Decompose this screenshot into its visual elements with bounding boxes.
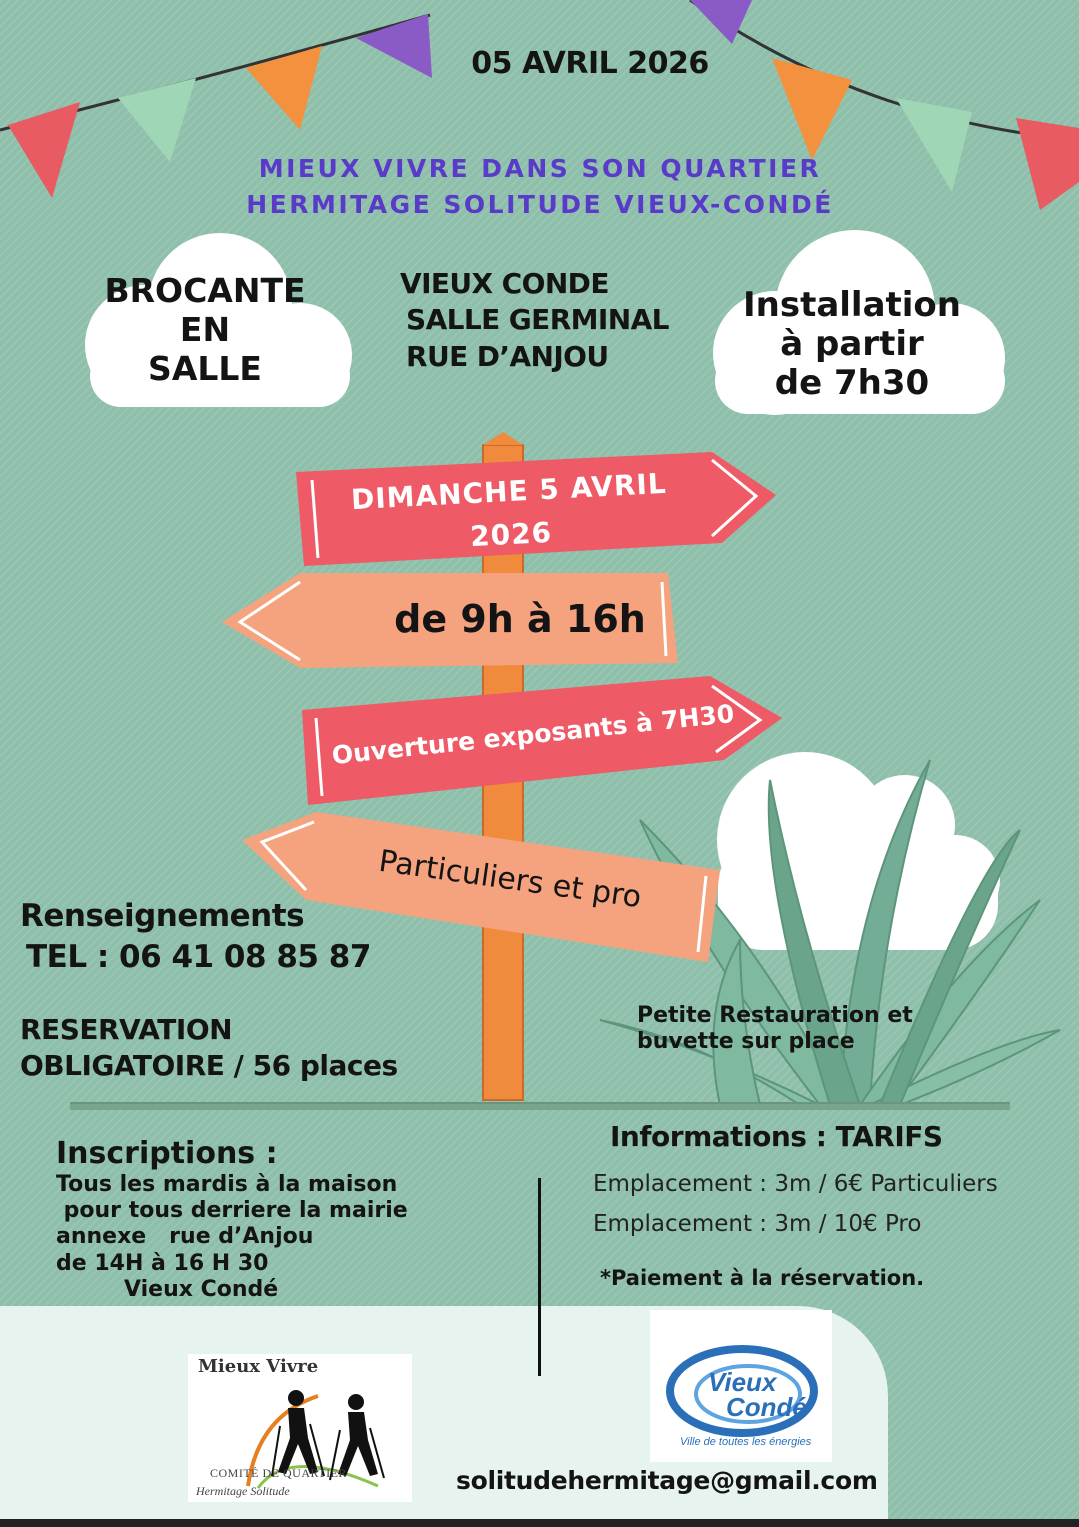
inscriptions-title: Inscriptions : bbox=[56, 1136, 278, 1171]
reservation-info: RESERVATION OBLIGATOIRE / 56 places bbox=[20, 1013, 398, 1083]
tarif-particuliers: Emplacement : 3m / 6€ Particuliers bbox=[593, 1171, 998, 1197]
bottom-bar bbox=[0, 1519, 1079, 1527]
divider-line bbox=[538, 1178, 541, 1376]
venue-address: VIEUX CONDE SALLE GERMINAL RUE D’ANJOU bbox=[400, 267, 669, 373]
contact-email[interactable]: solitudehermitage@gmail.com bbox=[456, 1466, 878, 1495]
brocante-label: BROCANTE EN SALLE bbox=[104, 271, 306, 388]
subtitle-line1: MIEUX VIVRE DANS SON QUARTIER bbox=[258, 154, 822, 183]
ground-line bbox=[70, 1102, 1010, 1110]
sign-audience-text: Particuliers et pro bbox=[376, 843, 644, 916]
installation-label: Installation à partir de 7h30 bbox=[742, 285, 961, 403]
sign-day-text: DIMANCHE 5 AVRIL 2026 bbox=[350, 466, 668, 554]
tarifs-title: Informations : TARIFS bbox=[610, 1120, 943, 1153]
cloud-bottom bbox=[717, 752, 1000, 950]
sign-hours-text: de 9h à 16h bbox=[394, 597, 646, 641]
restauration-info: Petite Restauration et buvette sur place bbox=[637, 1003, 913, 1055]
inscriptions-details: Tous les mardis à la maison pour tous derriere la mairie annexe rue d’Anjou de 14H à 16 H 30 Vieux Condé bbox=[56, 1172, 408, 1302]
contact-title: Renseignements bbox=[20, 898, 305, 934]
vieux-conde-logo: Vieux Condé Ville de toutes les énergies bbox=[650, 1310, 832, 1462]
contact-info bbox=[20, 896, 371, 978]
sign-opening-text: Ouverture exposants à 7H30 bbox=[330, 698, 736, 771]
contact-phone: TEL : 06 41 08 85 87 bbox=[26, 938, 371, 975]
payment-note: *Paiement à la réservation. bbox=[600, 1266, 925, 1290]
event-date-top: 05 AVRIL 2026 bbox=[471, 46, 709, 81]
tarif-pro: Emplacement : 3m / 10€ Pro bbox=[593, 1211, 922, 1237]
subtitle-line2: HERMITAGE SOLITUDE VIEUX-CONDÉ bbox=[246, 190, 834, 219]
mieux-vivre-logo: Mieux Vivre COMITÉ DE QUARTIER Hermitage Solitude bbox=[188, 1354, 412, 1502]
